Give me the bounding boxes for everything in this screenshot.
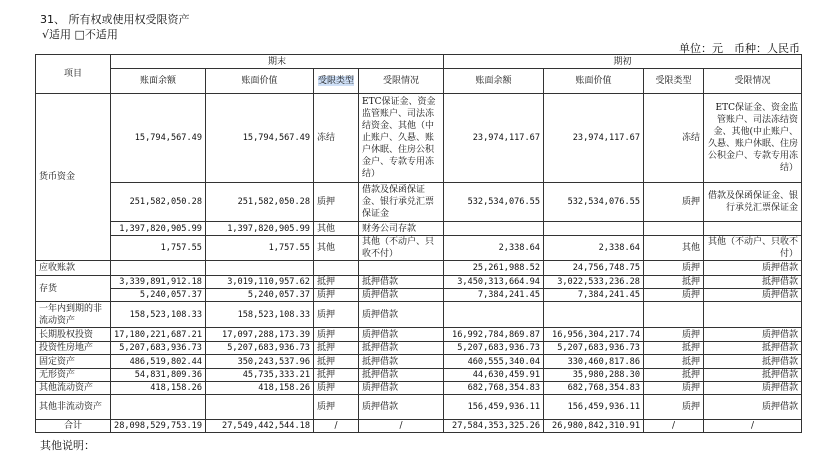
table-row — [36, 395, 802, 420]
restriction-type-cell: 质押 — [644, 382, 704, 395]
restriction-detail-cell: 抵押借款 — [704, 342, 802, 355]
restriction-type-cell: 质押 — [644, 328, 704, 342]
restriction-detail-cell: 质押借款 — [359, 328, 444, 342]
header-item: 项目 — [36, 55, 111, 94]
restriction-type-cell — [644, 302, 704, 328]
restriction-detail-cell: 质押借款 — [704, 289, 802, 302]
applicability-checkbox: √适用 □不适用 — [42, 28, 118, 41]
restriction-detail-cell — [704, 302, 802, 328]
restriction-detail-cell: 质押借款 — [704, 395, 802, 420]
book-balance-cell: 682,768,354.83 — [444, 382, 544, 395]
book-balance-cell: 460,555,340.04 — [444, 355, 544, 369]
row-item: 其他流动资产 — [36, 382, 111, 395]
table-row — [36, 261, 802, 276]
book-balance-cell: 15,794,567.49 — [111, 94, 206, 183]
row-item: 一年内到期的非流动资产 — [36, 302, 111, 328]
restriction-detail-cell: 财务公司存款 — [359, 222, 444, 236]
restriction-type-cell: 其他 — [644, 236, 704, 261]
col-header: 账面余额 — [444, 69, 544, 94]
book-value-cell — [206, 261, 314, 276]
row-item: 无形资产 — [36, 369, 111, 382]
restriction-detail-cell: 质押借款 — [359, 382, 444, 395]
book-balance-cell: 5,240,057.37 — [111, 289, 206, 302]
other-notes-label: 其他说明： — [40, 439, 95, 452]
book-value-cell: 24,756,748.75 — [544, 261, 644, 276]
table-row — [36, 222, 802, 236]
restriction-type-cell: 质押 — [644, 183, 704, 222]
restriction-detail-cell: / — [359, 420, 444, 433]
restriction-type-cell: 质押 — [644, 395, 704, 420]
book-balance-cell: 27,584,353,325.26 — [444, 420, 544, 433]
restriction-type-cell: 抵押 — [314, 369, 359, 382]
restriction-detail-cell: 质押借款 — [359, 289, 444, 302]
book-value-cell — [206, 395, 314, 420]
book-value-cell: 26,980,842,310.91 — [544, 420, 644, 433]
book-value-cell: 35,980,288.30 — [544, 369, 644, 382]
col-header: 账面价值 — [206, 69, 314, 94]
restriction-detail-cell: 抵押借款 — [704, 369, 802, 382]
book-balance-cell — [111, 395, 206, 420]
restriction-type-cell: 抵押 — [314, 355, 359, 369]
book-value-cell: 2,338.64 — [544, 236, 644, 261]
row-item: 合计 — [36, 420, 111, 433]
restriction-type-cell: / — [314, 420, 359, 433]
book-value-cell: 158,523,108.33 — [206, 302, 314, 328]
header-period-begin: 期初 — [444, 55, 802, 69]
book-balance-cell: 44,630,459.91 — [444, 369, 544, 382]
restriction-type-cell: 抵押 — [314, 276, 359, 289]
book-value-cell: 251,582,050.28 — [206, 183, 314, 222]
book-value-cell — [544, 222, 644, 236]
restriction-type-cell: 质押 — [644, 289, 704, 302]
restriction-detail-cell — [359, 261, 444, 276]
book-balance-cell: 1,397,820,905.99 — [111, 222, 206, 236]
restriction-detail-cell: 抵押借款 — [704, 276, 802, 289]
unit-label: 单位：元 币种：人民币 — [679, 42, 800, 55]
table-row — [36, 289, 802, 302]
restriction-type-cell: 抵押 — [314, 342, 359, 355]
book-balance-cell: 3,450,313,664.94 — [444, 276, 544, 289]
table-row — [36, 342, 802, 355]
book-value-cell: 5,207,683,936.73 — [544, 342, 644, 355]
restriction-type-cell: 抵押 — [644, 369, 704, 382]
restriction-detail-cell: ETC保证金、资金监管账户、司法冻结资金、其他(中止账户、久悬、账户休眠、住房公积金户、专款专用冻结） — [704, 94, 802, 183]
book-balance-cell: 25,261,988.52 — [444, 261, 544, 276]
restriction-detail-cell: ETC保证金、资金监管账户、司法冻结资金、其他（中止账户、久悬、账户休眠、住房公积金户、专款专用冻结） — [359, 94, 444, 183]
table-row — [36, 355, 802, 369]
book-value-cell: 350,243,537.96 — [206, 355, 314, 369]
book-balance-cell: 23,974,117.67 — [444, 94, 544, 183]
row-item: 长期股权投资 — [36, 328, 111, 342]
book-value-cell: 17,097,288,173.39 — [206, 328, 314, 342]
book-value-cell: 1,397,820,905.99 — [206, 222, 314, 236]
restriction-detail-cell: 其他（不动户、只收不付） — [359, 236, 444, 261]
restriction-detail-cell: 借款及保函保证金、银行承兑汇票保证金 — [359, 183, 444, 222]
book-value-cell: 5,207,683,936.73 — [206, 342, 314, 355]
col-header: 受限类型 — [314, 69, 359, 94]
restriction-detail-cell: 抵押借款 — [359, 369, 444, 382]
col-header: 账面价值 — [544, 69, 644, 94]
restriction-type-cell — [314, 261, 359, 276]
table-row — [36, 302, 802, 328]
book-balance-cell: 5,207,683,936.73 — [444, 342, 544, 355]
row-item: 投资性房地产 — [36, 342, 111, 355]
restriction-detail-cell: 质押借款 — [359, 395, 444, 420]
book-value-cell: 27,549,442,544.18 — [206, 420, 314, 433]
book-value-cell: 15,794,567.49 — [206, 94, 314, 183]
row-item: 其他非流动资产 — [36, 395, 111, 420]
book-balance-cell: 28,098,529,753.19 — [111, 420, 206, 433]
book-value-cell: 3,019,110,957.62 — [206, 276, 314, 289]
row-item: 货币资金 — [36, 94, 111, 261]
restriction-type-cell: 其他 — [314, 222, 359, 236]
restriction-type-cell: 质押 — [314, 382, 359, 395]
table-row — [36, 369, 802, 382]
header-period-end: 期末 — [111, 55, 444, 69]
book-value-cell: 23,974,117.67 — [544, 94, 644, 183]
book-value-cell: 45,735,333.21 — [206, 369, 314, 382]
restriction-detail-cell: / — [704, 420, 802, 433]
book-balance-cell: 17,180,221,687.21 — [111, 328, 206, 342]
book-value-cell: 1,757.55 — [206, 236, 314, 261]
book-balance-cell: 418,158.26 — [111, 382, 206, 395]
table-row — [36, 276, 802, 289]
col-header: 受限类型 — [644, 69, 704, 94]
row-item: 存货 — [36, 276, 111, 302]
restriction-type-cell: 冻结 — [314, 94, 359, 183]
restriction-type-cell — [644, 222, 704, 236]
book-balance-cell: 54,831,809.36 — [111, 369, 206, 382]
restriction-type-cell: 抵押 — [644, 342, 704, 355]
table-row — [36, 328, 802, 342]
col-header: 账面余额 — [111, 69, 206, 94]
restriction-detail-cell: 抵押借款 — [704, 355, 802, 369]
book-balance-cell: 158,523,108.33 — [111, 302, 206, 328]
row-item: 固定资产 — [36, 355, 111, 369]
restriction-type-cell: 其他 — [314, 236, 359, 261]
book-balance-cell: 532,534,076.55 — [444, 183, 544, 222]
book-balance-cell: 7,384,241.45 — [444, 289, 544, 302]
restriction-type-cell: 质押 — [314, 289, 359, 302]
restriction-type-cell: / — [644, 420, 704, 433]
restriction-type-cell: 质押 — [314, 328, 359, 342]
book-value-cell: 156,459,936.11 — [544, 395, 644, 420]
restriction-type-cell: 冻结 — [644, 94, 704, 183]
restriction-type-cell: 质押 — [644, 261, 704, 276]
book-balance-cell: 3,339,891,912.18 — [111, 276, 206, 289]
restriction-type-cell: 质押 — [314, 395, 359, 420]
book-balance-cell: 5,207,683,936.73 — [111, 342, 206, 355]
restricted-assets-table — [35, 54, 802, 433]
book-value-cell: 532,534,076.55 — [544, 183, 644, 222]
restriction-detail-cell: 抵押借款 — [359, 276, 444, 289]
book-balance-cell: 486,519,802.44 — [111, 355, 206, 369]
book-value-cell: 418,158.26 — [206, 382, 314, 395]
restriction-detail-cell: 抵押借款 — [359, 355, 444, 369]
table-row — [36, 236, 802, 261]
restriction-type-cell: 质押 — [314, 183, 359, 222]
table-row — [36, 183, 802, 222]
book-value-cell: 3,022,533,236.28 — [544, 276, 644, 289]
book-balance-cell — [444, 302, 544, 328]
restriction-detail-cell: 质押借款 — [704, 261, 802, 276]
book-value-cell: 330,460,817.86 — [544, 355, 644, 369]
col-header: 受限情况 — [359, 69, 444, 94]
book-value-cell: 7,384,241.45 — [544, 289, 644, 302]
row-item: 应收账款 — [36, 261, 111, 276]
book-value-cell: 16,956,304,217.74 — [544, 328, 644, 342]
book-balance-cell — [111, 261, 206, 276]
restriction-detail-cell: 质押借款 — [704, 382, 802, 395]
book-value-cell: 682,768,354.83 — [544, 382, 644, 395]
restriction-detail-cell: 质押借款 — [359, 302, 444, 328]
restriction-type-cell: 抵押 — [644, 355, 704, 369]
table-row — [36, 94, 802, 183]
book-value-cell — [544, 302, 644, 328]
restriction-detail-cell: 质押借款 — [704, 328, 802, 342]
book-balance-cell: 251,582,050.28 — [111, 183, 206, 222]
col-header: 受限情况 — [704, 69, 802, 94]
restriction-detail-cell: 抵押借款 — [359, 342, 444, 355]
restriction-type-cell: 抵押 — [644, 276, 704, 289]
book-balance-cell — [444, 222, 544, 236]
book-balance-cell: 2,338.64 — [444, 236, 544, 261]
book-balance-cell: 1,757.55 — [111, 236, 206, 261]
table-row — [36, 420, 802, 433]
table-row — [36, 382, 802, 395]
restriction-detail-cell: 借款及保函保证金、银行承兑汇票保证金 — [704, 183, 802, 222]
book-balance-cell: 16,992,784,869.87 — [444, 328, 544, 342]
restriction-detail-cell — [704, 222, 802, 236]
book-balance-cell: 156,459,936.11 — [444, 395, 544, 420]
book-value-cell: 5,240,057.37 — [206, 289, 314, 302]
restriction-type-cell: 质押 — [314, 302, 359, 328]
restriction-detail-cell: 其他（不动户、只收不付） — [704, 236, 802, 261]
section-title: 31、 所有权或使用权受限资产 — [40, 13, 190, 26]
